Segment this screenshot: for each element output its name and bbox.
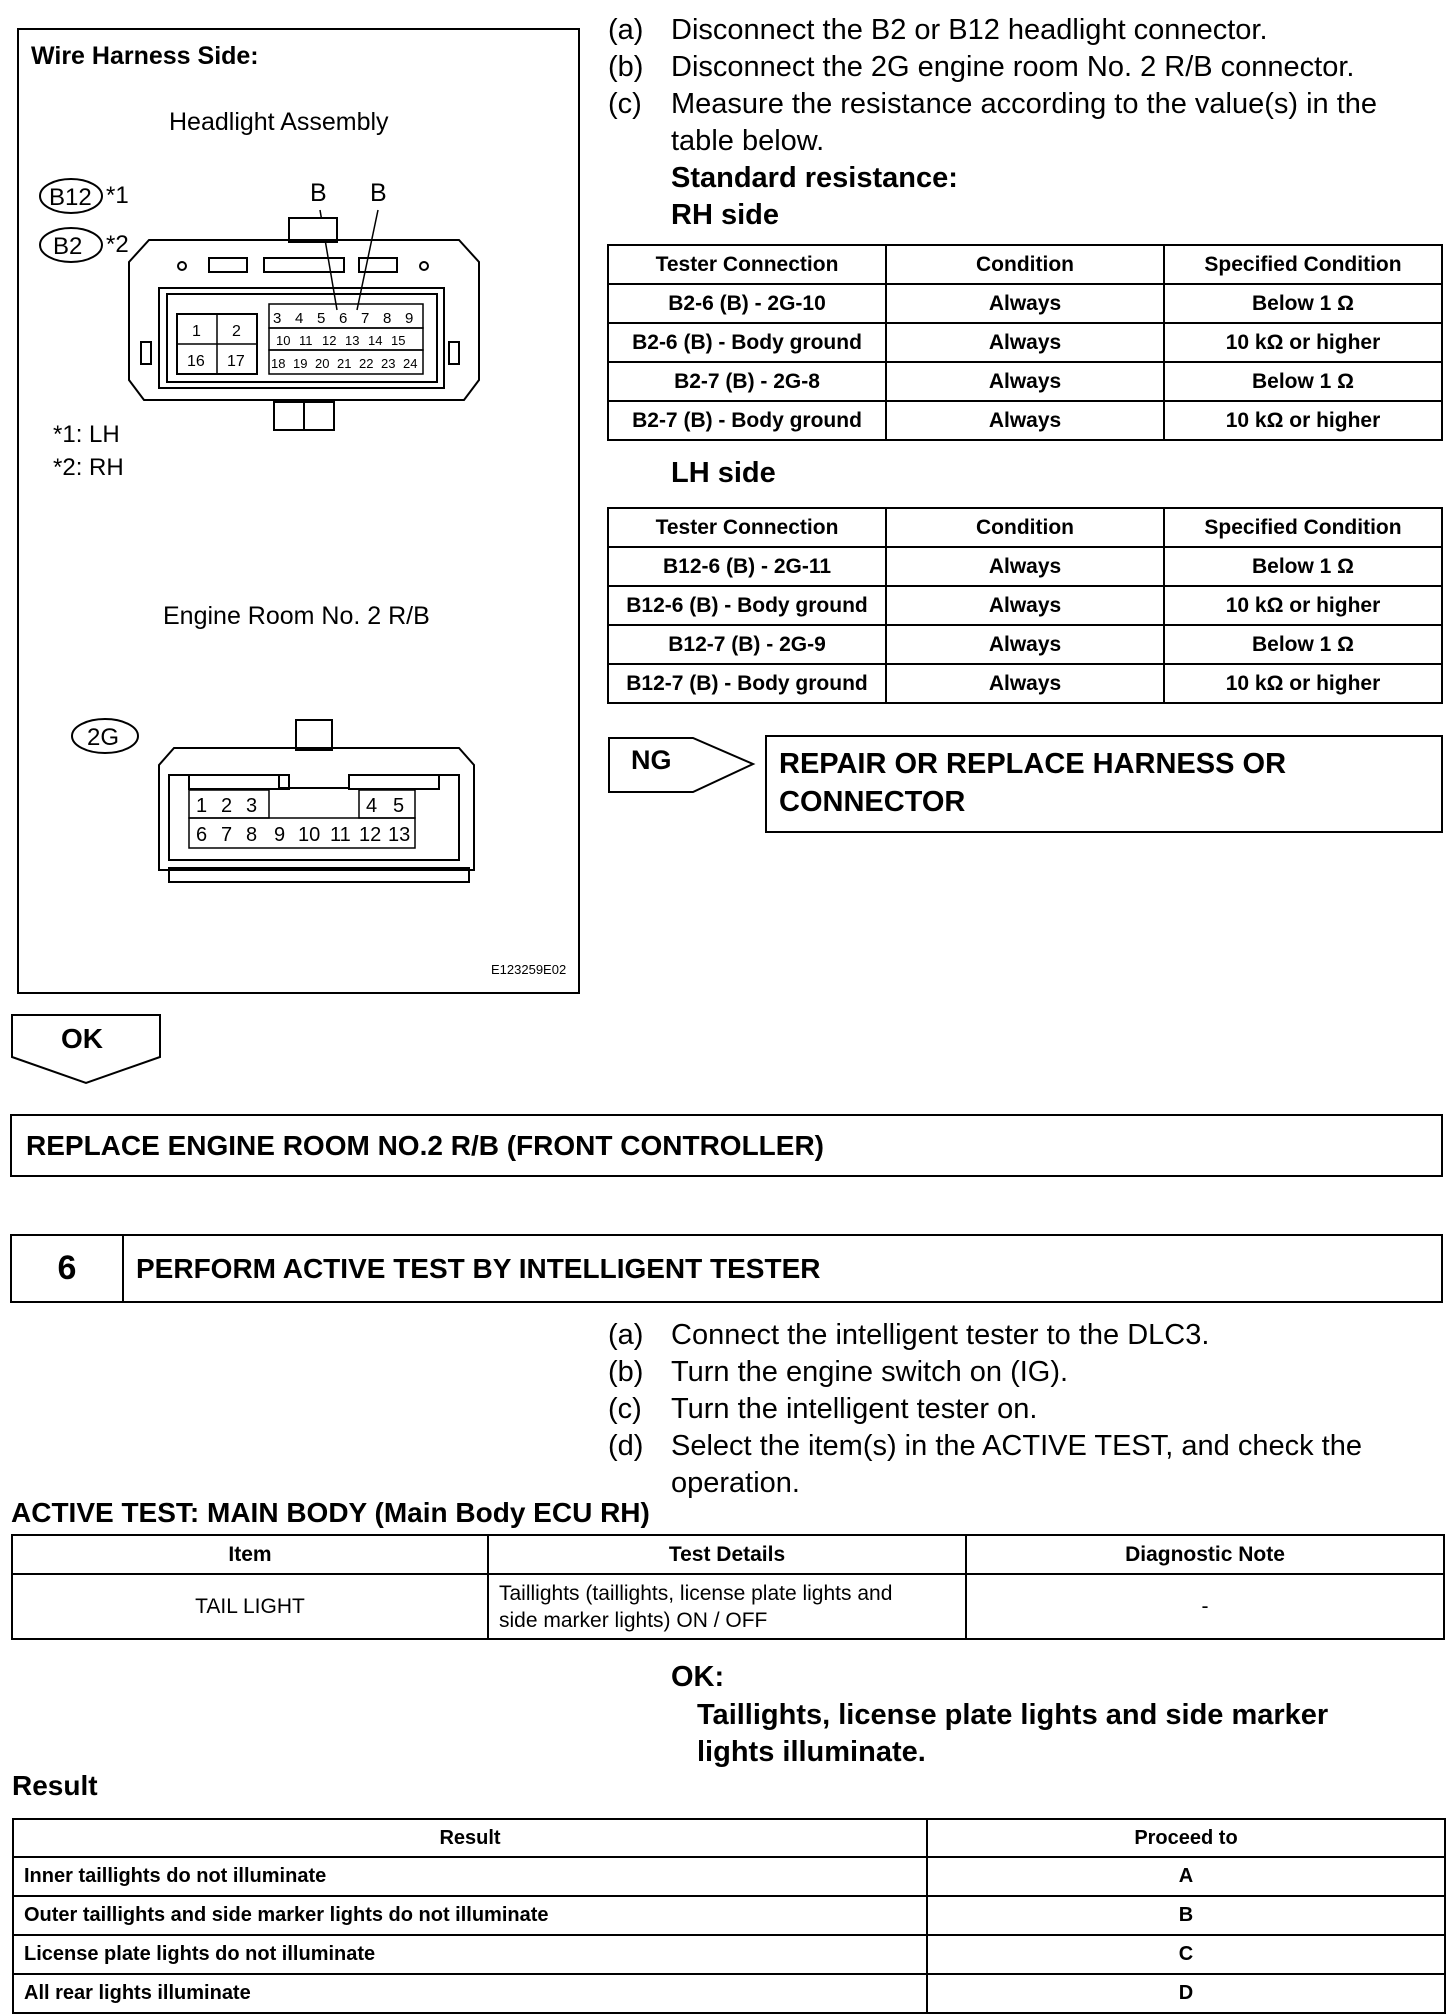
legend-rh: *2: RH bbox=[53, 454, 124, 481]
col-condition: Condition bbox=[886, 245, 1164, 284]
col-tester-connection: Tester Connection bbox=[608, 508, 886, 547]
headlight-connector bbox=[129, 218, 479, 430]
svg-text:22: 22 bbox=[359, 356, 374, 371]
2g-label: 2G bbox=[87, 724, 120, 751]
step6-number: 6 bbox=[12, 1236, 124, 1301]
step-a: (a) Connect the intelligent tester to the DLC3. bbox=[608, 1319, 1210, 1351]
svg-text:8: 8 bbox=[246, 824, 258, 846]
pin-label-b-6: B bbox=[310, 179, 327, 207]
col-diagnostic-note: Diagnostic Note bbox=[966, 1535, 1444, 1574]
ok-tag: OK bbox=[61, 1023, 103, 1054]
lh-spec-table bbox=[607, 507, 1443, 704]
rh-spec-table bbox=[607, 244, 1443, 441]
step-b: (b) Disconnect the 2G engine room No. 2 R/B connector. bbox=[608, 51, 1355, 83]
col-tester-connection: Tester Connection bbox=[608, 245, 886, 284]
step-b: (b) Turn the engine switch on (IG). bbox=[608, 1356, 1069, 1388]
figure-id: E123259E02 bbox=[491, 962, 567, 977]
svg-text:15: 15 bbox=[391, 333, 406, 348]
table-row: B12-6 (B) - Body ground Always 10 kΩ or higher bbox=[608, 586, 1442, 625]
result-table bbox=[12, 1818, 1446, 2014]
svg-text:10: 10 bbox=[276, 333, 291, 348]
step-c: (c) Turn the intelligent tester on. bbox=[608, 1393, 1038, 1425]
wiring-diagram-panel bbox=[17, 28, 580, 994]
table-row: TAIL LIGHT Taillights (taillights, license plate lights and side marker lights) ON / OFF - bbox=[12, 1574, 1444, 1639]
col-specified-condition: Specified Condition bbox=[1164, 245, 1442, 284]
col-specified-condition: Specified Condition bbox=[1164, 508, 1442, 547]
step-a: (a) Disconnect the B2 or B12 headlight connector. bbox=[608, 14, 1268, 46]
svg-text:7: 7 bbox=[221, 824, 233, 846]
svg-text:13: 13 bbox=[345, 333, 360, 348]
active-test-steps bbox=[608, 1317, 1438, 1502]
svg-text:3: 3 bbox=[246, 795, 258, 817]
result-title: Result bbox=[12, 1770, 98, 1801]
svg-text:18: 18 bbox=[271, 356, 286, 371]
svg-text:21: 21 bbox=[337, 356, 352, 371]
legend-lh: *1: LH bbox=[53, 421, 120, 448]
b12-label: B12 bbox=[49, 184, 92, 211]
col-item: Item bbox=[12, 1535, 488, 1574]
svg-text:20: 20 bbox=[315, 356, 330, 371]
table-row: B2-7 (B) - Body ground Always 10 kΩ or higher bbox=[608, 401, 1442, 440]
headlight-title: Headlight Assembly bbox=[169, 108, 389, 136]
svg-text:4: 4 bbox=[295, 310, 304, 327]
svg-text:5: 5 bbox=[317, 310, 326, 327]
svg-text:5: 5 bbox=[393, 795, 405, 817]
pin-row-3-9 bbox=[273, 310, 413, 327]
b12-note: *1 bbox=[106, 182, 129, 209]
active-test-title: ACTIVE TEST: MAIN BODY (Main Body ECU RH) bbox=[11, 1497, 650, 1528]
svg-text:7: 7 bbox=[361, 310, 370, 327]
table-row: B2-6 (B) - 2G-10 Always Below 1 Ω bbox=[608, 284, 1442, 323]
replace-action-box: REPLACE ENGINE ROOM NO.2 R/B (FRONT CONTROLLER) bbox=[10, 1114, 1443, 1177]
measure-steps bbox=[608, 12, 1438, 234]
2g-pins-bottom bbox=[196, 824, 410, 846]
pin-1: 1 bbox=[192, 323, 201, 340]
connector-diagram bbox=[19, 30, 578, 992]
pin-2: 2 bbox=[232, 323, 241, 340]
col-test-details: Test Details bbox=[488, 1535, 966, 1574]
pin-16: 16 bbox=[187, 353, 205, 370]
svg-text:23: 23 bbox=[381, 356, 396, 371]
svg-text:12: 12 bbox=[359, 824, 382, 846]
pin-row-10-15 bbox=[276, 333, 405, 348]
table-row: License plate lights do not illuminate C bbox=[13, 1935, 1445, 1974]
svg-text:24: 24 bbox=[403, 356, 418, 371]
table-row: All rear lights illuminate D bbox=[13, 1974, 1445, 2013]
lh-side-label: LH side bbox=[671, 457, 776, 489]
svg-text:3: 3 bbox=[273, 310, 282, 327]
table-row: B12-6 (B) - 2G-11 Always Below 1 Ω bbox=[608, 547, 1442, 586]
col-condition: Condition bbox=[886, 508, 1164, 547]
table-row: B2-7 (B) - 2G-8 Always Below 1 Ω bbox=[608, 362, 1442, 401]
diagram-header: Wire Harness Side: bbox=[31, 42, 259, 70]
svg-text:2: 2 bbox=[221, 795, 233, 817]
step6-header bbox=[10, 1234, 1443, 1303]
rh-side-label: RH side bbox=[671, 199, 779, 231]
table-row: B12-7 (B) - Body ground Always 10 kΩ or higher bbox=[608, 664, 1442, 703]
ng-arrow bbox=[607, 736, 757, 796]
svg-text:13: 13 bbox=[388, 824, 411, 846]
svg-text:12: 12 bbox=[322, 333, 337, 348]
table-row: B2-6 (B) - Body ground Always 10 kΩ or higher bbox=[608, 323, 1442, 362]
b2-note: *2 bbox=[106, 231, 129, 258]
svg-text:1: 1 bbox=[196, 795, 208, 817]
step-d: (d) Select the item(s) in the ACTIVE TEST, and check the operation. bbox=[608, 1430, 1362, 1499]
pin-17: 17 bbox=[227, 353, 245, 370]
ok-criteria-label: OK: bbox=[671, 1661, 725, 1693]
active-test-table bbox=[11, 1534, 1445, 1640]
ok-criteria-text: Taillights, license plate lights and side marker lights illuminate. bbox=[697, 1699, 1329, 1768]
col-result: Result bbox=[13, 1819, 927, 1857]
table-row: Outer taillights and side marker lights do not illuminate B bbox=[13, 1896, 1445, 1935]
ng-tag: NG bbox=[631, 745, 672, 775]
svg-text:9: 9 bbox=[274, 824, 286, 846]
engine-room-title: Engine Room No. 2 R/B bbox=[163, 602, 430, 630]
svg-text:14: 14 bbox=[368, 333, 383, 348]
col-proceed-to: Proceed to bbox=[927, 1819, 1445, 1857]
svg-text:11: 11 bbox=[330, 824, 351, 846]
pin-row-18-24 bbox=[271, 356, 417, 371]
svg-text:6: 6 bbox=[196, 824, 208, 846]
step6-title: PERFORM ACTIVE TEST BY INTELLIGENT TESTER bbox=[136, 1252, 821, 1284]
standard-resistance-label: Standard resistance: bbox=[671, 162, 958, 194]
svg-text:10: 10 bbox=[298, 824, 321, 846]
2g-pins-top bbox=[196, 795, 404, 817]
svg-text:19: 19 bbox=[293, 356, 308, 371]
svg-text:6: 6 bbox=[339, 310, 348, 327]
step-c: (c) Measure the resistance according to the value(s) in the table below. bbox=[608, 88, 1378, 157]
table-row: Inner taillights do not illuminate A bbox=[13, 1857, 1445, 1896]
ng-action-box: REPAIR OR REPLACE HARNESS OR CONNECTOR bbox=[765, 735, 1443, 833]
table-row: B12-7 (B) - 2G-9 Always Below 1 Ω bbox=[608, 625, 1442, 664]
svg-text:9: 9 bbox=[405, 310, 414, 327]
svg-text:11: 11 bbox=[299, 333, 313, 348]
pin-label-b-7: B bbox=[370, 179, 387, 207]
svg-text:8: 8 bbox=[383, 310, 392, 327]
svg-text:4: 4 bbox=[366, 795, 378, 817]
b2-label: B2 bbox=[53, 233, 83, 260]
